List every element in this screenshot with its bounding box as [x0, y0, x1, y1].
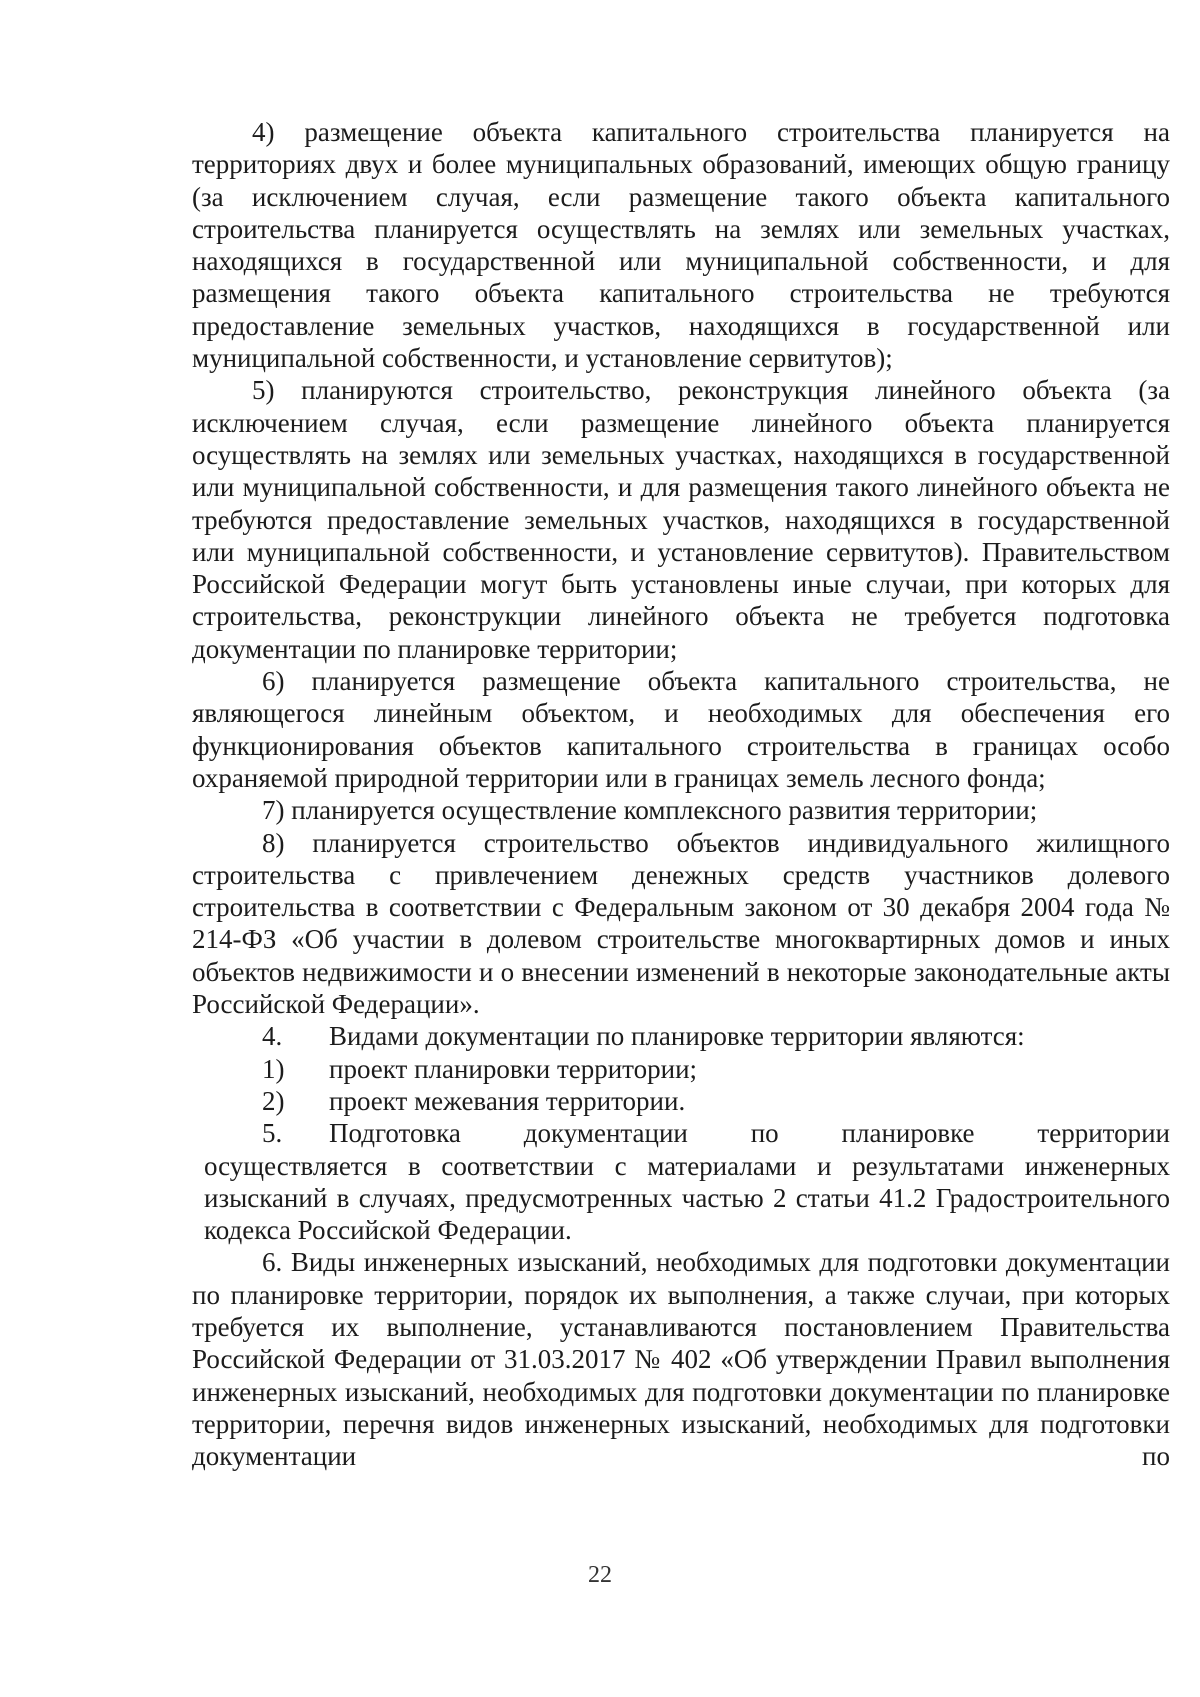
paragraph-item-7: 7) планируется осуществление комплексного развития территории;: [262, 795, 1038, 826]
list-item-1-text: проект планировки территории;: [329, 1053, 698, 1084]
page-number: 22: [588, 1562, 612, 1588]
section-4-heading: [192, 1020, 1170, 1052]
document-body: [192, 116, 1170, 1472]
section-5-first-line: [192, 1117, 1170, 1149]
section-5-first-text: Подготовка документации по планировке территории: [329, 1118, 1170, 1149]
paragraph-item-5: 5) планируются строительство, реконструкция линейного объекта (за исключением случая, если размещение линейного объекта планируется осуществлять на землях или земельных участках, находящихся в государственной или муниципальной собственности, и для размещения такого линейного объекта не требуются предоставление земельных участков, находящихся в государственной или муниципальной собственности, и установление сервитутов). Правительством Российской Федерации могут быть установлены иные случаи, при которых для строительства, реконструкции линейного объекта не требуется подготовка документации по планировке территории;: [192, 375, 1170, 664]
section-4-list-item-2: [192, 1085, 1170, 1117]
paragraph-item-6: 6) планируется размещение объекта капитального строительства, не являющегося линейным объектом, и необходимых для обеспечения его функционирования объектов капитального строительства в границах особо охраняемой природной территории или в границах земель лесного фонда;: [192, 666, 1170, 793]
section-5-number: 5.: [262, 1118, 283, 1149]
section-4-list-item-1: [192, 1053, 1170, 1085]
list-item-2-number: 2): [262, 1085, 285, 1116]
list-item-1-number: 1): [262, 1053, 285, 1084]
section-5-continuation: осуществляется в соответствии с материалами и результатами инженерных изысканий в случаях, предусмотренных частью 2 статьи 41.2 Градостроительного кодекса Российской Федерации.: [204, 1150, 1170, 1246]
section-4-text: Видами документации по планировке территории являются:: [329, 1021, 1025, 1052]
list-item-2-text: проект межевания территории.: [329, 1085, 686, 1116]
paragraph-item-8: 8) планируется строительство объектов индивидуального жилищного строительства с привлечением денежных средств участников долевого строительства в соответствии с Федеральным законом от 30 декабря 2004 года № 214-ФЗ «Об участии в долевом строительстве многоквартирных домов и иных объектов недвижимости и о внесении изменений в некоторые законодательные акты Российской Федерации».: [192, 827, 1170, 1020]
paragraph-section-6: 6. Виды инженерных изысканий, необходимых для подготовки документации по планировке территории, порядок их выполнения, а также случаи, при которых требуется их выполнение, устанавливаются постановлением Правительства Российской Федерации от 31.03.2017 № 402 «Об утверждении Правил выполнения инженерных изысканий, необходимых для подготовки документации по планировке территории, перечня видов инженерных изысканий, необходимых для подготовки документации по: [192, 1247, 1170, 1472]
paragraph-item-4: 4) размещение объекта капитального строительства планируется на территориях двух и более муниципальных образований, имеющих общую границу (за исключением случая, если размещение такого объекта капитального строительства планируется осуществлять на землях или земельных участках, находящихся в государственной или муниципальной собственности, и для размещения такого объекта капитального строительства не требуются предоставление земельных участков, находящихся в государственной или муниципальной собственности, и установление сервитутов);: [192, 117, 1170, 374]
section-4-number: 4.: [262, 1021, 283, 1052]
